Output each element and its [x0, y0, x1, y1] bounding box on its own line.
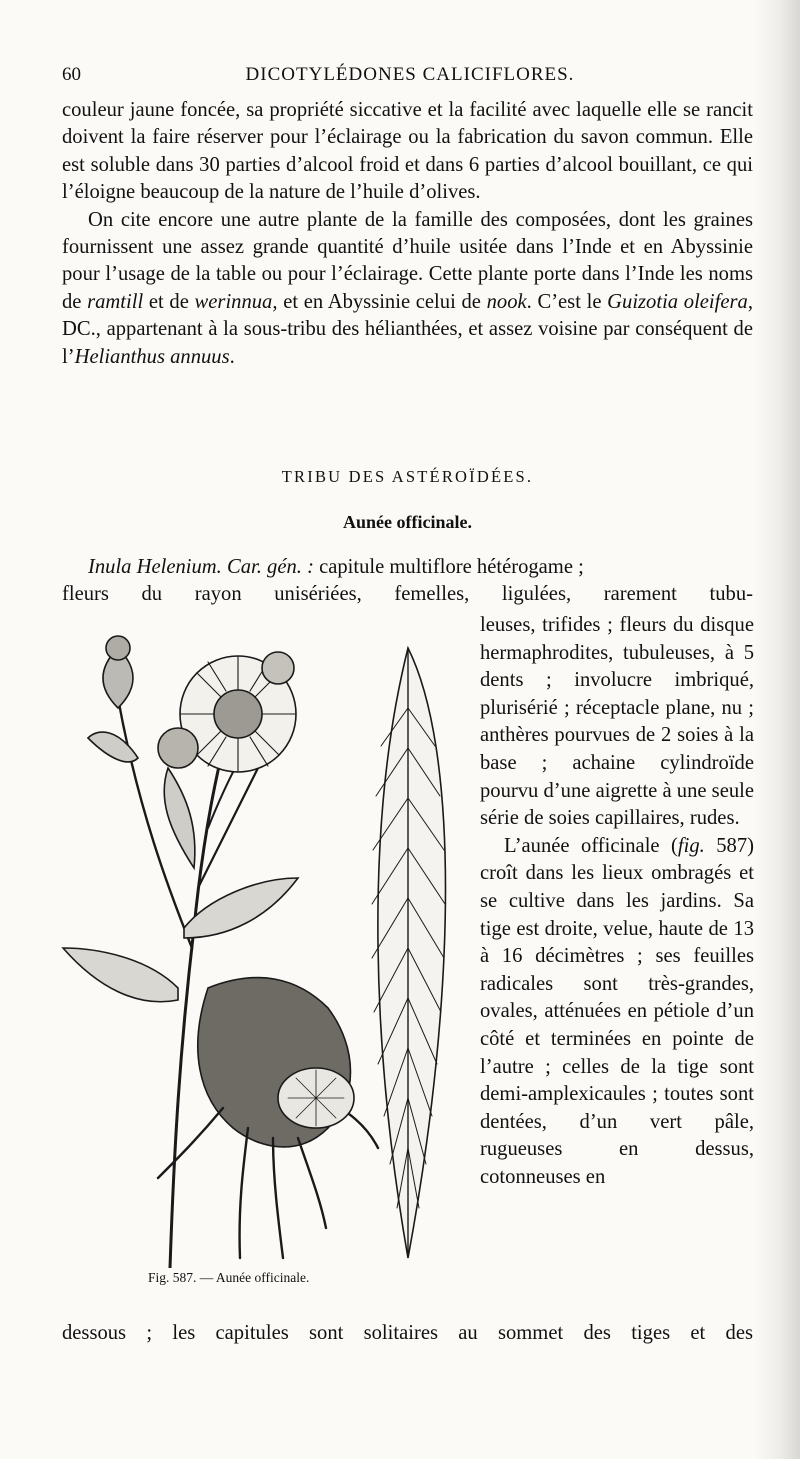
paragraph-2-part-e: , DC., appartenant à la sous-tribu des hélianthées, et assez voisine par conséquent de l’: [62, 290, 753, 368]
page-number: 60: [62, 64, 81, 85]
page-gutter-shadow: [754, 0, 800, 1459]
plant-heading: Aunée officinale.: [343, 512, 472, 532]
paragraph-1: couleur jaune foncée, sa propriété siccative et la facilité avec laquelle elle se rancit doivent la faire réserver pour l’éclairage ou la fabrication du savon commun. Elle est soluble dans 30 parties d’alcool froid et dans 6 parties d’alcool bouillant, ce qui l’éloigne beaucoup de la nature de l’huile d’olives.: [62, 99, 753, 204]
species-description-a: L’aunée officinale (: [504, 834, 678, 857]
paragraph-2: [62, 207, 753, 371]
body-text: [62, 97, 753, 371]
genus-description: leuses, trifides ; fleurs du disque hermaphrodites, tubuleuses, à 5 dents ; involucre imbriqué, plurisérié ; réceptacle plane, nu ; anthères pourvues de 2 soies à la base ; achaine cylindroïde pourvu d’une aigrette à une seule série de soies capillaires, rudes.: [480, 614, 754, 830]
description-line-1: [62, 554, 753, 581]
radical-leaf-drawing: [372, 648, 446, 1258]
description-line-2: fleurs du rayon unisériées, femelles, ligulées, rarement tubu-: [62, 583, 753, 606]
paragraph-2-part-c: , et en Abyssinie celui de: [272, 290, 487, 313]
root-drawing: [158, 978, 378, 1258]
figure-reference: fig.: [677, 834, 705, 857]
description-full-lines: [62, 554, 753, 609]
description-line-1-text: capitule multiflore hétérogame ;: [313, 556, 584, 578]
description-wrapped-column: [480, 612, 754, 1191]
term-nook: nook: [486, 290, 527, 313]
plant-illustration: [58, 628, 468, 1268]
figure-caption: Fig. 587. — Aunée officinale.: [148, 1270, 310, 1285]
term-ramtill: ramtill: [87, 290, 144, 313]
species-description: [480, 833, 754, 1192]
page-header: [62, 64, 758, 90]
paragraph-2-part-b: et de: [143, 290, 195, 313]
running-title: DICOTYLÉDONES CALICIFLORES.: [245, 64, 575, 85]
term-guizotia: Guizotia oleifera: [607, 290, 748, 313]
term-werinnua: werinnua: [194, 290, 273, 313]
paragraph-2-part-d: . C’est le: [526, 290, 608, 313]
last-text-line: dessous ; les capitules sont solitaires au sommet des tiges et des: [62, 1322, 753, 1344]
genus-characters: Inula Helenium. Car. gén. :: [88, 556, 314, 578]
term-helianthus: Helianthus annuus: [74, 345, 230, 368]
paragraph-2-part-f: .: [229, 345, 235, 368]
paragraph-2-part-a: On cite encore une autre plante de la famille des composées, dont les graines fournissent une assez grande quantité d’huile usitée dans l’Inde et en Abyssinie pour l’usage de la table ou pour l’éclairage. Cette plante porte dans l’Inde les noms de: [62, 208, 753, 313]
figure-587: [58, 628, 468, 1268]
tribe-heading: TRIBU DES ASTÉROÏDÉES.: [281, 467, 534, 486]
species-description-b: 587) croît dans les lieux ombragés et se cultive dans les jardins. Sa tige est droite, velue, haute de 13 à 16 décimètres ; ses feuilles radicales sont très-grandes, ovales, atténuées en pétiole d’un côté et terminées en pointe de l’autre ; celles de la tige sont demi-amplexicaules ; toutes sont dentées, d’un vert pâle, rugueuses en dessus, cotonneuses en: [480, 834, 754, 1188]
